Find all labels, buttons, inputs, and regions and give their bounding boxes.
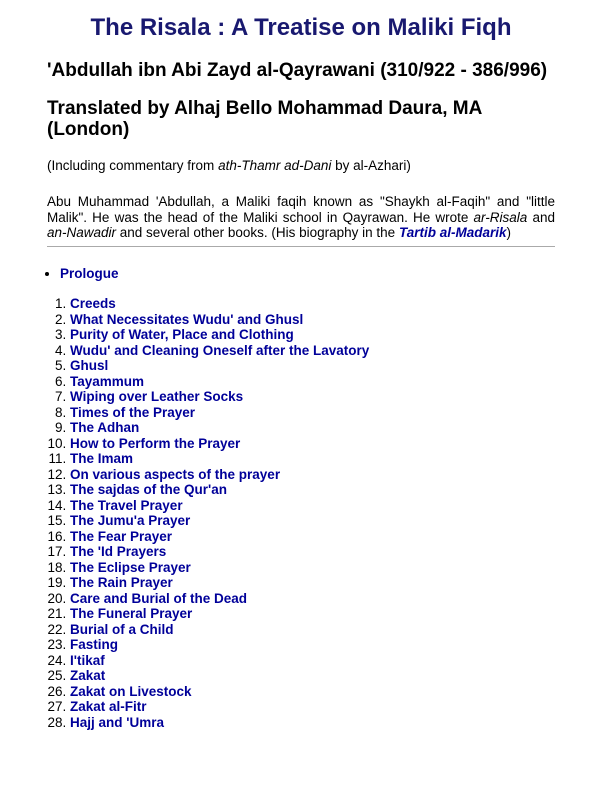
bio-text-1: Abu Muhammad 'Abdullah, a Maliki faqih known as "Shaykh al-Faqih" and "little Malik". He was the head of the Maliki school in Qayrawan. He wrote xyxy=(47,194,555,225)
chapter-link[interactable]: The Eclipse Prayer xyxy=(70,559,191,575)
chapter-list-item xyxy=(70,389,555,405)
chapter-link[interactable]: The Fear Prayer xyxy=(70,528,173,544)
chapter-link[interactable]: Fasting xyxy=(70,637,119,653)
chapter-list-item xyxy=(70,591,555,607)
chapter-list-item xyxy=(70,668,555,684)
chapter-link[interactable]: The sajdas of the Qur'an xyxy=(70,482,227,498)
commentary-note-book-title: ath-Thamr ad-Dani xyxy=(218,157,332,173)
bio-text-3: and several other books. (His biography in the xyxy=(116,225,399,241)
chapter-link[interactable]: Creeds xyxy=(70,296,116,312)
chapter-list-item xyxy=(70,327,555,343)
chapter-link[interactable]: Wudu' and Cleaning Oneself after the Lavatory xyxy=(70,342,370,358)
chapter-list-item xyxy=(70,560,555,576)
chapter-link[interactable]: The Funeral Prayer xyxy=(70,606,193,622)
tartib-al-madarik-link[interactable]: Tartib al-Madarik xyxy=(398,225,507,241)
chapter-link[interactable]: I'tikaf xyxy=(70,652,105,668)
chapter-list-item xyxy=(70,420,555,436)
page-title: The Risala : A Treatise on Maliki Fiqh xyxy=(90,14,512,41)
chapter-list-item xyxy=(70,358,555,374)
commentary-note xyxy=(47,158,555,174)
chapter-link[interactable]: The Jumu'a Prayer xyxy=(70,513,191,529)
commentary-note-suffix: by al-Azhari) xyxy=(331,157,411,173)
chapter-list-item xyxy=(70,296,555,312)
chapter-link[interactable]: The 'Id Prayers xyxy=(70,544,167,560)
chapter-list-item xyxy=(70,374,555,390)
prologue-list-item xyxy=(60,266,555,282)
chapter-list-item xyxy=(70,312,555,328)
prologue-link[interactable]: Prologue xyxy=(60,265,119,281)
chapter-list-item xyxy=(70,529,555,545)
chapter-link[interactable]: The Imam xyxy=(70,451,134,467)
chapter-link[interactable]: Zakat al-Fitr xyxy=(70,699,147,715)
biography-paragraph xyxy=(47,194,555,241)
chapter-link[interactable]: Zakat on Livestock xyxy=(70,683,192,699)
chapter-link[interactable]: How to Perform the Prayer xyxy=(70,435,241,451)
chapter-list-item xyxy=(70,513,555,529)
chapter-list-item xyxy=(70,451,555,467)
chapter-list-item xyxy=(70,606,555,622)
chapter-link[interactable]: On various aspects of the prayer xyxy=(70,466,281,482)
chapter-link[interactable]: What Necessitates Wudu' and Ghusl xyxy=(70,311,304,327)
chapter-link[interactable]: Purity of Water, Place and Clothing xyxy=(70,327,294,343)
chapter-list-item xyxy=(70,575,555,591)
chapter-list-item xyxy=(70,699,555,715)
prologue-list xyxy=(47,266,555,282)
chapter-list-item xyxy=(70,637,555,653)
bio-text-2: and xyxy=(527,209,555,225)
bio-book-title-nawadir: an-Nawadir xyxy=(47,225,117,241)
chapter-link[interactable]: The Rain Prayer xyxy=(70,575,173,591)
chapter-list-item xyxy=(70,436,555,452)
chapter-list-item xyxy=(70,482,555,498)
chapter-list-item xyxy=(70,467,555,483)
chapter-list-item xyxy=(70,684,555,700)
chapter-list-item xyxy=(70,653,555,669)
chapter-list-item xyxy=(70,405,555,421)
chapter-list-item xyxy=(70,544,555,560)
chapter-link[interactable]: Zakat xyxy=(70,668,106,684)
chapter-link[interactable]: Ghusl xyxy=(70,358,109,374)
document-page xyxy=(0,14,601,797)
bio-book-title-risala: ar-Risala xyxy=(473,209,528,225)
chapter-link[interactable]: The Travel Prayer xyxy=(70,497,183,513)
chapter-list-item xyxy=(70,622,555,638)
chapter-link[interactable]: Hajj and 'Umra xyxy=(70,714,164,730)
chapter-link[interactable]: Tayammum xyxy=(70,373,145,389)
chapter-link[interactable]: Care and Burial of the Dead xyxy=(70,590,248,606)
chapter-link[interactable]: Wiping over Leather Socks xyxy=(70,389,244,405)
chapter-list-item xyxy=(70,715,555,731)
commentary-note-prefix: (Including commentary from xyxy=(47,157,219,173)
chapter-link[interactable]: Burial of a Child xyxy=(70,621,174,637)
author-heading: 'Abdullah ibn Abi Zayd al-Qayrawani (310/922 - 386/996) xyxy=(47,59,548,81)
chapter-link[interactable]: The Adhan xyxy=(70,420,140,436)
chapter-link[interactable]: Times of the Prayer xyxy=(70,404,196,420)
horizontal-rule xyxy=(47,246,555,247)
bio-text-4: ) xyxy=(506,225,511,241)
chapter-list xyxy=(47,296,555,730)
chapter-list-item xyxy=(70,343,555,359)
chapter-list-item xyxy=(70,498,555,514)
translator-heading: Translated by Alhaj Bello Mohammad Daura, MA (London) xyxy=(47,97,482,140)
